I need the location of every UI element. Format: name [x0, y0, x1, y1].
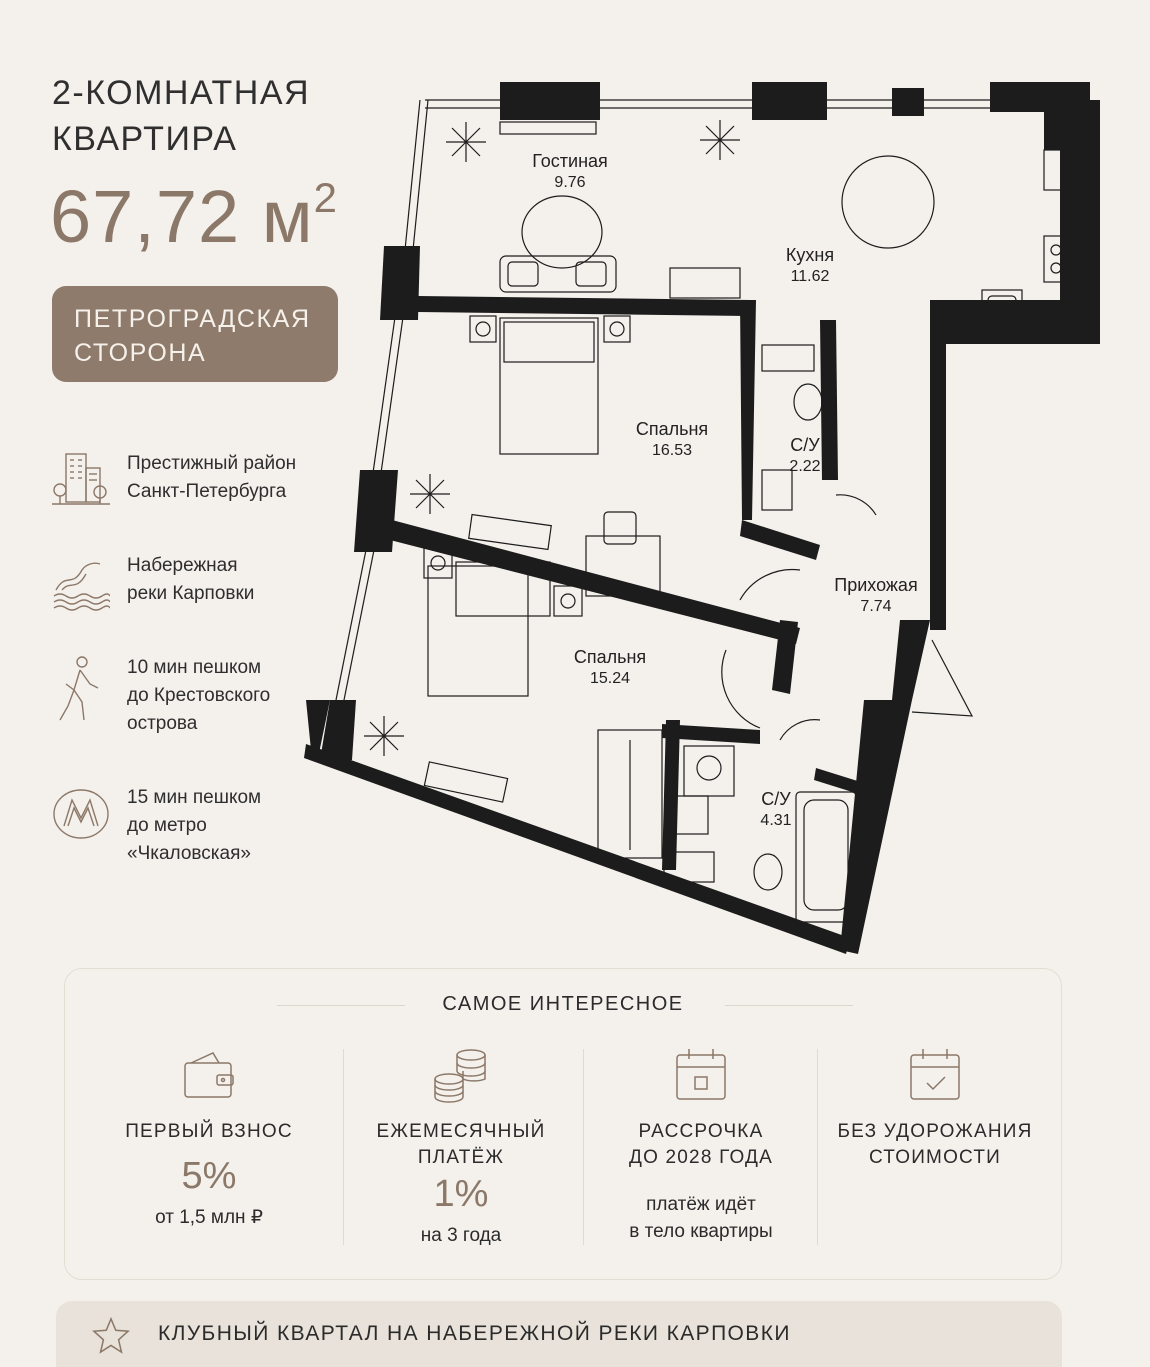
highlight-installment — [585, 1045, 817, 1245]
highlight-down-payment — [93, 1045, 325, 1231]
room-living — [510, 150, 630, 194]
highlight-fixed-price — [819, 1045, 1051, 1171]
room-name: Прихожая — [834, 575, 918, 595]
column-separator — [343, 1049, 344, 1245]
room-hallway — [816, 574, 936, 618]
highlight-label-line: БЕЗ УДОРОЖАНИЯ — [837, 1121, 1033, 1142]
wallet-icon — [179, 1045, 239, 1105]
apartment-title — [52, 70, 310, 162]
feature-line: до метро — [127, 815, 207, 836]
room-name: Спальня — [573, 647, 647, 667]
feature-line: «Чкаловская» — [127, 843, 251, 864]
title-line-1: 2-КОМНАТНАЯ — [52, 74, 311, 112]
footer-text: КЛУБНЫЙ КВАРТАЛ НА НАБЕРЕЖНОЙ РЕКИ КАРПОВКИ — [158, 1322, 791, 1345]
highlight-value: 1% — [433, 1173, 489, 1215]
highlight-note: от 1,5 млн ₽ — [155, 1207, 263, 1228]
highlight-note — [585, 1191, 817, 1245]
highlights-title: САМОЕ ИНТЕРЕСНОЕ — [442, 993, 684, 1015]
area-value: 67,72 м — [50, 175, 314, 258]
highlight-label-line: ПЛАТЁЖ — [417, 1147, 505, 1168]
room-area: 4.31 — [760, 812, 792, 829]
feature-line: Набережная — [127, 555, 238, 576]
district-badge — [52, 286, 338, 382]
room-name: С/У — [790, 435, 820, 455]
feature-line: до Крестовского — [127, 685, 271, 706]
feature-line: острова — [127, 713, 198, 734]
room-bathroom-1 — [770, 434, 840, 478]
room-area: 15.24 — [589, 670, 631, 687]
district-line-1: ПЕТРОГРАДСКАЯ — [74, 305, 311, 333]
calendar-check-icon — [905, 1045, 965, 1105]
room-kitchen — [750, 244, 870, 288]
feature-line: реки Карповки — [127, 583, 255, 604]
calendar-icon — [671, 1045, 731, 1105]
room-bedroom-2 — [550, 646, 670, 690]
highlight-label-line: ЕЖЕМЕСЯЧНЫЙ — [376, 1121, 546, 1142]
plan-walls — [304, 82, 1100, 954]
highlight-label-line: ПЕРВЫЙ ВЗНОС — [125, 1121, 293, 1142]
room-name: Спальня — [635, 419, 709, 439]
coins-icon — [431, 1045, 491, 1105]
highlight-note: на 3 года — [420, 1225, 502, 1246]
room-bedroom-1 — [612, 418, 732, 462]
room-area: 7.74 — [860, 598, 892, 615]
highlight-monthly-payment — [345, 1045, 577, 1249]
feature-line: 15 мин пешком — [127, 787, 262, 808]
room-bathroom-2 — [736, 788, 816, 832]
walking-person-icon — [52, 654, 110, 726]
highlight-note-line: платёж идёт — [646, 1194, 756, 1215]
star-icon — [92, 1316, 130, 1354]
metro-icon — [52, 784, 110, 844]
floor-plan — [300, 78, 1110, 958]
title-line-2: КВАРТИРА — [52, 120, 238, 158]
room-area: 11.62 — [790, 268, 830, 285]
highlights-card — [64, 968, 1062, 1280]
highlight-label — [93, 1119, 325, 1145]
room-name: Гостиная — [532, 151, 608, 171]
column-separator — [817, 1049, 818, 1245]
footer-banner — [56, 1301, 1062, 1367]
highlight-label-line: РАССРОЧКА — [638, 1121, 764, 1142]
feature-line: Престижный район — [127, 453, 297, 474]
room-area: 16.53 — [651, 442, 693, 459]
district-line-2: СТОРОНА — [74, 339, 207, 367]
highlight-note-line: в тело квартиры — [629, 1221, 773, 1242]
highlight-label — [345, 1119, 577, 1171]
area-unit-superscript: 2 — [313, 174, 338, 222]
column-separator — [583, 1049, 584, 1245]
highlight-label — [819, 1119, 1051, 1171]
river-embankment-icon — [52, 552, 110, 612]
highlight-label — [585, 1119, 817, 1171]
highlight-label-line: СТОИМОСТИ — [868, 1147, 1002, 1168]
apartment-area — [50, 174, 338, 259]
room-name: Кухня — [785, 245, 835, 265]
highlight-label-line: ДО 2028 ГОДА — [629, 1147, 773, 1168]
room-name: С/У — [761, 789, 791, 809]
room-area: 9.76 — [554, 174, 586, 191]
feature-line: Санкт-Петербурга — [127, 481, 287, 502]
feature-line: 10 мин пешком — [127, 657, 262, 678]
city-buildings-icon — [52, 450, 110, 510]
highlight-value: 5% — [181, 1155, 237, 1197]
room-area: 2.22 — [789, 458, 821, 475]
